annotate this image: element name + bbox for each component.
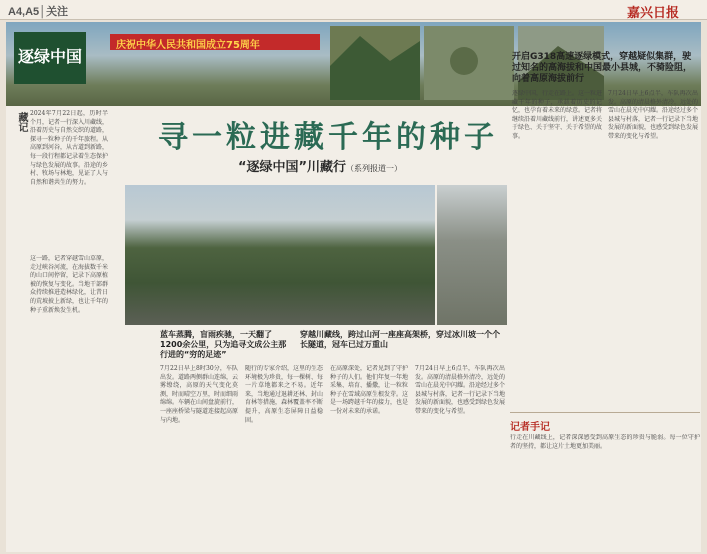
main-valley-photo [125,185,435,325]
right-headline: 开启G318高速逐绿模式，穿越疑似集群，驶过知名的高海拔和中国最小县城，不骑险阻，向着高原海拔前行 [512,52,693,84]
column-label: 藏记 [16,112,27,132]
body-column-7: 7月24日早上6点半，车队再次出发。高原的清晨格外清冷，远处的雪山在晨光中闪耀。沿途经过多个县城与村落，记者一行记录下当地发展的新面貌，也感受到绿色发展带来的变化与希望。 [608,90,698,140]
reporter-note-body: 行走在川藏线上，记者深深感受到高原生态的珍贵与脆弱。每一位守护者的坚持，都让这片土地更加美丽。 [510,434,700,450]
page-number: A4,A5│关注 [8,6,69,18]
body-column-2: 7月22日早上8时30分，车队出发。道路两侧群山连绵，云雾缭绕，高原的天气变化莫测，时而晴空万里，时而细雨绵绵。车辆在山间盘旋前行，一座座桥梁与隧道连接起高原与内地。 [160,365,238,424]
body-column-3: 随行的专家介绍，这里的生态环境极为珍贵，每一棵树、每一片草地都来之不易。近年来，当地通过退耕还林、封山育林等措施，森林覆盖率不断提升，高原生态屏障日益稳固。 [245,365,323,424]
body-column-1: 2024年7月22日起，历时半个月，记者一行深入川藏线，沿着历史与自然交织的道路，探寻一粒种子的千年旅程。从高原到河谷，从古道到新路，每一段行程都记录着生态保护与绿色发展的故事。沿途的乡村、牧场与林地，见证了人与自然和谐共生的努力。 [30,110,108,186]
side-tunnel-photo [437,185,507,325]
body-column-1b: 这一路，记者穿越雪山草原，走过峡谷河流，在海拔数千米的山口间停留，记录下高原植被的恢复与变化。当地干部群众持续推进造林绿化，让昔日的荒坡披上新绿，也让千年的种子重新焕发生机。 [30,255,108,314]
main-headline: 寻一粒进藏千年的种子 [158,120,498,155]
divider [510,412,700,413]
caption-1: 蓝车蒸腾，盲雨疾驰，一天翻了1200余公里，只为追寻文成公主那行进的“穷的足迹” [160,330,287,359]
sub-headline: “逐绿中国”川藏行（系列报道一） [237,160,403,175]
masthead-bar [0,0,707,20]
body-column-5: 7月24日早上6点半，车队再次出发。高原的清晨格外清冷，远处的雪山在晨光中闪耀。沿途经过多个县城与村落，记者一行记录下当地发展的新面貌，也感受到绿色发展带来的变化与希望。 [415,365,505,415]
anniversary-banner: 庆祝中华人民共和国成立75周年 [110,34,320,50]
thumbnail-image-1 [330,26,420,100]
column-logo: 逐绿中国 [14,32,86,84]
thumbnail-image-2 [424,26,514,100]
body-column-6: 逐绿中国，行走在路上。这一粒进藏千年的种子，承载着历史的记忆，也孕育着未来的绿意。记者将继续沿着川藏线前行，讲述更多关于绿色、关于坚守、关于希望的故事。 [512,90,602,140]
body-column-4: 在高原深处，记者见到了守护种子的人们。他们年复一年地采集、培育、播撒，让一粒粒种子在雪域高原生根发芽。这是一场跨越千年的接力，也是一份对未来的承诺。 [330,365,408,415]
newspaper-brand: 嘉兴日报 [626,6,679,21]
caption-2: 穿越川藏线，跨过山河一座座高架桥，穿过冰川坡一个个长隧道，冠车已过万重山 [300,330,500,349]
reporter-note-title: 记者手记 [510,422,550,433]
